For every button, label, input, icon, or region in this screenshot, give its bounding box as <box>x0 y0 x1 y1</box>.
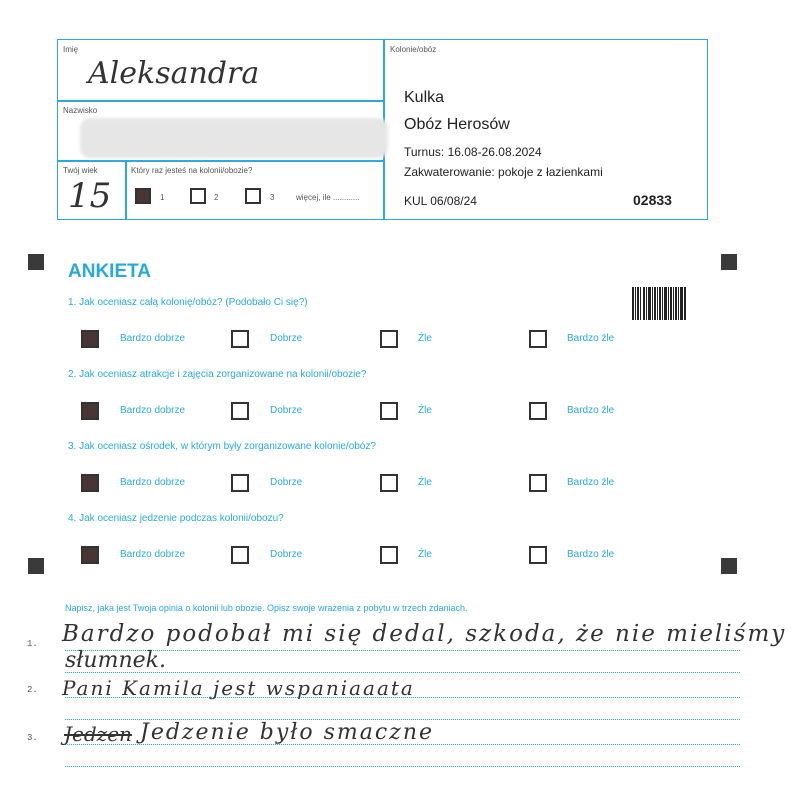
ktory-checkbox-3[interactable] <box>245 188 261 204</box>
redacted-surname <box>80 118 388 158</box>
q1-option-zle-checkbox[interactable] <box>380 330 398 348</box>
option-label: Dobrze <box>270 477 303 488</box>
ktory-checkbox-2[interactable] <box>190 188 206 204</box>
turnus: Turnus: 16.08-26.08.2024 <box>404 145 542 159</box>
opinion-line-1: Bardzo podobał mi się dedal, szkoda, że nie mieliśmy <box>62 621 787 647</box>
wiek-label: Twój wiek <box>63 166 98 175</box>
divider <box>58 160 383 162</box>
option-label: Źle <box>418 477 432 488</box>
line-number: 1. <box>27 639 38 649</box>
nazwisko-label: Nazwisko <box>63 106 98 115</box>
q2-option-bardzo-dobrze-checkbox[interactable] <box>81 402 99 420</box>
option-label: Źle <box>418 333 432 344</box>
ktory-option-label: 2 <box>214 193 219 202</box>
option-label: Bardzo dobrze <box>120 405 186 416</box>
opinion-line-2: Pani Kamila jest wspaniaaata <box>62 676 415 700</box>
divider <box>125 160 127 219</box>
imie-value: Aleksandra <box>88 56 260 91</box>
question-text: 1. Jak oceniasz całą kolonię/obóz? (Podobało Ci się?) <box>68 297 308 308</box>
registration-marker <box>721 558 737 574</box>
registration-marker <box>721 254 737 270</box>
option-label: Bardzo źle <box>567 477 615 488</box>
writing-line <box>65 766 740 767</box>
question-text: 2. Jak oceniasz atrakcje i zajęcia zorganizowane na kolonii/obozie? <box>68 369 367 380</box>
line-number: 3. <box>27 733 38 743</box>
option-label: Dobrze <box>270 333 303 344</box>
q2-option-zle-checkbox[interactable] <box>380 402 398 420</box>
question-text: 4. Jak oceniasz jedzenie podczas kolonii/obozu? <box>68 513 284 524</box>
ktory-checkbox-1[interactable] <box>135 188 151 204</box>
q1-option-bardzo-dobrze-checkbox[interactable] <box>81 330 99 348</box>
q3-option-zle-checkbox[interactable] <box>380 474 398 492</box>
divider <box>58 100 383 102</box>
camp-subtitle: Obóz Herosów <box>404 116 510 133</box>
ktory-label: Który raz jesteś na kolonii/obozie? <box>131 166 253 175</box>
ktory-option-label: więcej, ile ............ <box>296 193 360 202</box>
camp-code: KUL 06/08/24 <box>404 194 477 208</box>
q4-option-dobrze-checkbox[interactable] <box>231 546 249 564</box>
survey-title: ANKIETA <box>68 261 152 282</box>
opinion-line-1-cont: słumnek. <box>65 648 166 673</box>
ktory-option-label: 1 <box>160 193 165 202</box>
registration-marker <box>28 558 44 574</box>
camp-name: Kulka <box>404 89 445 106</box>
option-label: Bardzo dobrze <box>120 477 186 488</box>
q3-option-bardzo-zle-checkbox[interactable] <box>529 474 547 492</box>
option-label: Bardzo dobrze <box>120 333 186 344</box>
option-label: Źle <box>418 405 432 416</box>
q3-option-dobrze-checkbox[interactable] <box>231 474 249 492</box>
option-label: Bardzo dobrze <box>120 549 186 560</box>
imie-label: Imię <box>63 45 79 54</box>
writing-line <box>65 650 740 651</box>
question-text: 3. Jak oceniasz ośrodek, w którym były zorganizowane kolonie/obóz? <box>68 441 376 452</box>
ktory-option-label: 3 <box>270 193 275 202</box>
opinion-prompt: Napisz, jaka jest Twoja opinia o kolonii lub obozie. Opisz swoje wrażenia z pobytu w trzech zdaniach. <box>65 603 468 613</box>
q1-option-bardzo-zle-checkbox[interactable] <box>529 330 547 348</box>
kolonie-label: Kolonie/obóz <box>390 45 437 54</box>
writing-line <box>65 672 740 673</box>
line-number: 2. <box>27 685 38 695</box>
registration-marker <box>28 254 44 270</box>
q2-option-bardzo-zle-checkbox[interactable] <box>529 402 547 420</box>
opinion-line-3-struck: Jedzen <box>64 722 132 746</box>
option-label: Bardzo źle <box>567 333 615 344</box>
q3-option-bardzo-dobrze-checkbox[interactable] <box>81 474 99 492</box>
q4-option-bardzo-zle-checkbox[interactable] <box>529 546 547 564</box>
option-label: Bardzo źle <box>567 549 615 560</box>
option-label: Bardzo źle <box>567 405 615 416</box>
q4-option-zle-checkbox[interactable] <box>380 546 398 564</box>
option-label: Dobrze <box>270 405 303 416</box>
q2-option-dobrze-checkbox[interactable] <box>231 402 249 420</box>
opinion-line-3: Jedzenie było smaczne <box>140 720 435 745</box>
option-label: Źle <box>418 549 432 560</box>
form-number: 02833 <box>633 192 672 208</box>
option-label: Dobrze <box>270 549 303 560</box>
zakwaterowanie: Zakwaterowanie: pokoje z łazienkami <box>404 165 603 179</box>
barcode <box>632 287 687 320</box>
q1-option-dobrze-checkbox[interactable] <box>231 330 249 348</box>
wiek-value: 15 <box>68 176 112 216</box>
q4-option-bardzo-dobrze-checkbox[interactable] <box>81 546 99 564</box>
